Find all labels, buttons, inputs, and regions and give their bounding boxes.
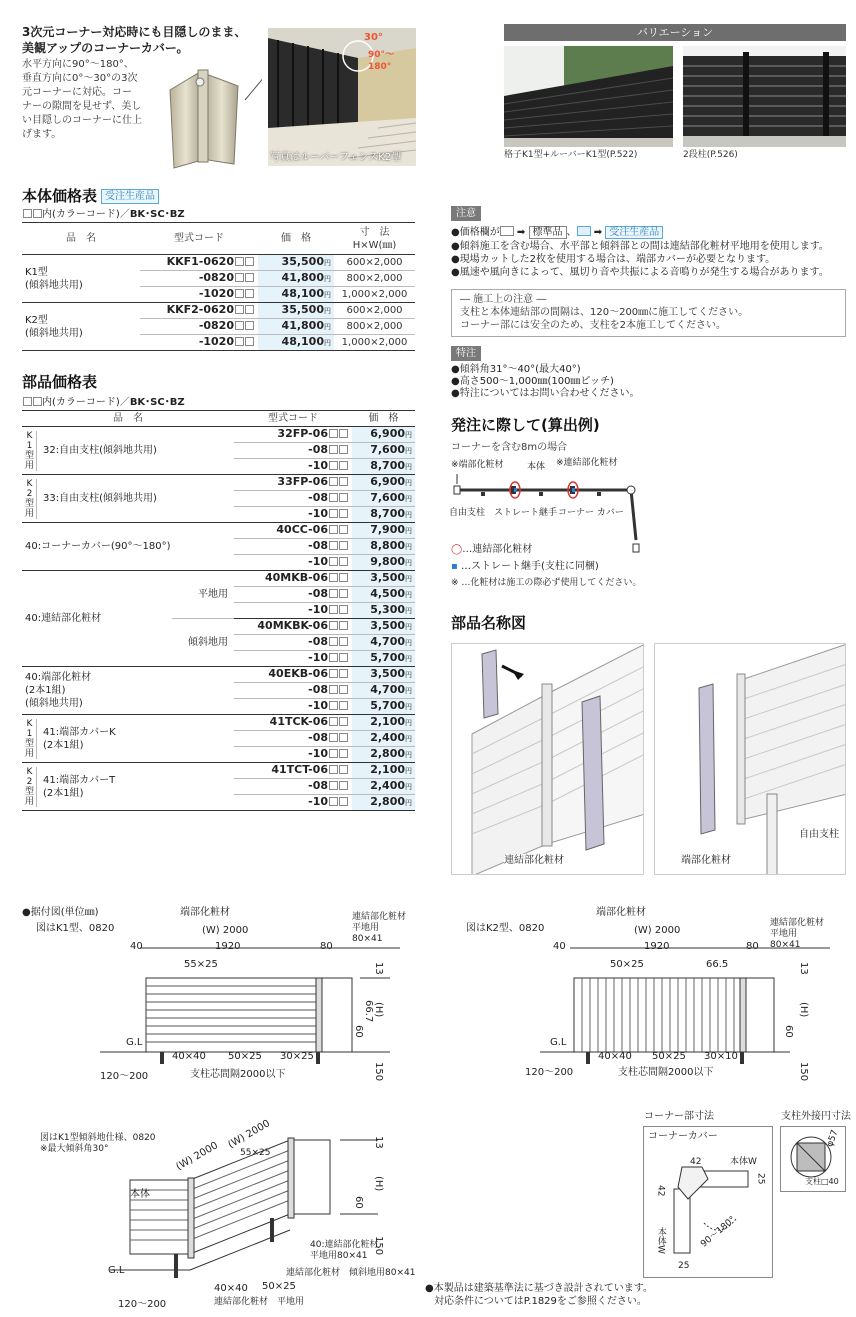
table-row (22, 763, 415, 779)
part-price: 2,800円 (352, 747, 415, 763)
intro-body-line: 水平方向に90°～180°、 (22, 59, 134, 70)
i3-joint-slope: 連結部化粧材 傾斜地用80×41 (286, 1268, 416, 1278)
corner-fence-photo (268, 28, 416, 166)
i3-w1: (W) 2000 (174, 1140, 220, 1173)
i2-h13: 13 (798, 962, 809, 975)
i1-hh: (H) (373, 1002, 384, 1018)
part-price: 2,800円 (352, 795, 415, 811)
i3-joint-flat2: 40:連結部化粧材 平地用80×41 (310, 1240, 379, 1261)
i1-end-trim: 端部化粧材 (180, 907, 230, 918)
product-size: 800×2,000 (334, 271, 415, 287)
i1-h60: 60 (353, 1025, 364, 1038)
part-sub-cell: 平地用 (172, 571, 234, 619)
part-code: -08 (234, 443, 352, 459)
caution-line: ●風速や風向きによって、風切り音や共振による音鳴りが発生する場合があります。 (451, 267, 829, 278)
part-code: -08 (234, 731, 352, 747)
install1-note: 図はK1型、0820 (36, 923, 115, 934)
intro-heading: 3次元コーナー対応時にも目隠しのまま、 美観アップのコーナーカバー。 (22, 25, 247, 55)
i1-joint-trim: 連結部化粧材 平地用 80×41 (352, 912, 407, 944)
part-type-label: K2型用 (25, 479, 37, 519)
install-title: ●据付図(単位㎜) (22, 907, 99, 918)
product-price: 35,500円 (258, 255, 334, 271)
part-code: -08 (234, 587, 352, 603)
corner-dims-box: コーナーカバー 42 本体W 25 42 本体W 90～180° 25 (643, 1126, 773, 1278)
label-joint-trim: 連結部化粧材 (504, 855, 564, 866)
i2-slat: 50×25 (610, 959, 644, 970)
product-size: 1,000×2,000 (334, 335, 415, 351)
part-code: 40EKB-06 (234, 667, 352, 683)
i2-pitch: 支柱芯間隔2000以下 (618, 1067, 714, 1078)
product-code: -0820 (140, 271, 258, 287)
parts-col-price: 価 格 (352, 411, 415, 427)
part-price: 4,500円 (352, 587, 415, 603)
i1-80: 80 (320, 941, 333, 952)
intro-body-line: い目隠しのコーナーに仕上 (22, 115, 142, 126)
part-price: 4,700円 (352, 635, 415, 651)
table-row (22, 667, 415, 683)
variation-caption-2: 2段柱(P.526) (683, 150, 738, 160)
i2-gap: 120～200 (525, 1067, 574, 1078)
i2-gl: G.L (550, 1037, 567, 1048)
i3-body: 本体 (130, 1189, 150, 1200)
intro-body-line: げます。 (22, 129, 62, 140)
part-price: 2,400円 (352, 779, 415, 795)
i3-joint-flat: 連結部化粧材 平地用 (214, 1297, 305, 1307)
part-price: 5,700円 (352, 651, 415, 667)
post-dims-box: φ57 支柱□40 (780, 1126, 846, 1192)
part-code: -08 (234, 491, 352, 507)
part-code: 41TCT-06 (234, 763, 352, 779)
i1-h667: 66.7 (363, 1000, 374, 1023)
part-price: 6,900円 (352, 427, 415, 443)
product-price: 41,800円 (258, 319, 334, 335)
order-label-straight: ストレート継手 (494, 508, 558, 518)
post-dims-title: 支柱外接円寸法 (781, 1111, 851, 1122)
part-price: 3,500円 (352, 667, 415, 683)
part-code: 41TCK-06 (234, 715, 352, 731)
table-row (22, 427, 415, 443)
i2-p3: 30×10 (704, 1051, 738, 1062)
i2-hh: (H) (798, 1002, 809, 1018)
label-end-trim: 端部化粧材 (681, 855, 731, 866)
part-type-label: K2型用 (25, 767, 37, 807)
i2-1920: 1920 (644, 941, 670, 952)
part-code: -10 (234, 651, 352, 667)
part-price: 7,600円 (352, 443, 415, 459)
product-code: -0820 (140, 319, 258, 335)
variation-photo-2post (683, 46, 846, 147)
col-code: 型式コード (140, 223, 258, 255)
order-legend: ◯…連結部化粧材 ▪ …ストレート継手(支柱に同梱) ※ …化粧材は施工の際必ず使用してください。 (451, 544, 642, 588)
part-code: 40CC-06 (234, 523, 352, 539)
part-price: 3,500円 (352, 619, 415, 635)
table-row (22, 715, 415, 731)
parts-diagram-joint (451, 643, 644, 875)
product-size: 800×2,000 (334, 319, 415, 335)
i1-h150: 150 (373, 1062, 384, 1082)
i2-w: (W) 2000 (634, 925, 681, 936)
i3-slat: 55×25 (240, 1148, 271, 1158)
i3-h13: 13 (373, 1136, 384, 1149)
part-code: -10 (234, 507, 352, 523)
caution-line: ●傾斜施工を含む場合、水平部と傾斜部との間は連結部化粧材平地用を使用します。 (451, 241, 829, 252)
part-code: -08 (234, 635, 352, 651)
part-code: -10 (234, 603, 352, 619)
i2-h60: 60 (783, 1025, 794, 1038)
table-row (22, 303, 415, 319)
order-label-joint: ※連結部化粧材 (556, 458, 618, 468)
i3-h60: 60 (353, 1196, 364, 1209)
i1-p2: 50×25 (228, 1051, 262, 1062)
part-code: 32FP-06 (234, 427, 352, 443)
i2-p2: 50×25 (652, 1051, 686, 1062)
table-row (22, 255, 415, 271)
part-code: -08 (234, 683, 352, 699)
product-price: 35,500円 (258, 303, 334, 319)
i1-gap: 120～200 (100, 1071, 149, 1082)
construction-note-box: ― 施工上の注意 ― 支柱と本体連結部の間隔は、120～200㎜に施工してください。 コーナー部には安全のため、支柱を2本施工してください。 (451, 289, 846, 337)
i3-h150: 150 (373, 1236, 384, 1256)
product-price: 48,100円 (258, 287, 334, 303)
part-price: 5,700円 (352, 699, 415, 715)
i3-hh: (H) (373, 1176, 384, 1192)
product-size: 600×2,000 (334, 303, 415, 319)
caution-lines (451, 240, 829, 279)
part-code: 33FP-06 (234, 475, 352, 491)
part-price: 7,600円 (352, 491, 415, 507)
intro-body-line: ナーの隙間を見せず、美し (22, 101, 142, 112)
i1-40: 40 (130, 941, 143, 952)
i2-pitch2: 66.5 (706, 959, 729, 970)
product-code: KKF2-0620 (140, 303, 258, 319)
intro-body (22, 58, 142, 142)
product-name-cell: K2型 (傾斜地共用) (22, 303, 140, 351)
part-code: -08 (234, 539, 352, 555)
install2-drawing (540, 930, 840, 1080)
part-price: 6,900円 (352, 475, 415, 491)
part-name-cell: 40:コーナーカバー(90°～180°) (22, 523, 234, 571)
part-price: 4,700円 (352, 683, 415, 699)
product-size: 600×2,000 (334, 255, 415, 271)
special-lines: ●傾斜角31°～40°(最大40°) ●高さ500～1,000㎜(100㎜ピッチ) ●特注についてはお問い合わせください。 (451, 364, 640, 399)
part-price: 2,100円 (352, 715, 415, 731)
product-price: 41,800円 (258, 271, 334, 287)
table-row (22, 571, 415, 587)
i2-80: 80 (746, 941, 759, 952)
part-price: 8,800円 (352, 539, 415, 555)
part-sub-cell: 傾斜地用 (172, 619, 234, 667)
product-code: KKF1-0620 (140, 255, 258, 271)
i1-p1: 40×40 (172, 1051, 206, 1062)
i3-gl: G.L (108, 1265, 125, 1276)
part-code: 40MKB-06 (234, 571, 352, 587)
parts-price-title: 部品価格表 (22, 373, 98, 391)
part-price: 8,700円 (352, 507, 415, 523)
i1-gl: G.L (126, 1037, 143, 1048)
i2-end-trim: 端部化粧材 (596, 907, 646, 918)
table-row (22, 475, 415, 491)
variation-caption-1: 格子K1型+ルーバーK1型(P.522) (504, 150, 638, 160)
i2-joint-trim: 連結部化粧材 平地用 80×41 (770, 918, 825, 950)
intro-body-line: 元コーナーに対応。コー (22, 87, 132, 98)
install2-note: 図はK2型、0820 (466, 923, 545, 934)
angle-30-label: 30° (364, 32, 383, 43)
parts-price-table (22, 410, 415, 811)
i2-p1: 40×40 (598, 1051, 632, 1062)
part-price: 5,300円 (352, 603, 415, 619)
photo-caption: 写真はルーバーフェンスK2型 (270, 152, 402, 163)
parts-col-name: 品 名 (22, 411, 234, 427)
corner-cover-illustration (150, 60, 262, 170)
part-name-cell: 40:端部化粧材 (2本1組) (傾斜地共用) (22, 667, 234, 715)
part-type-label: K1型用 (25, 719, 37, 759)
caution-tag: 注意 (451, 206, 481, 221)
order-subtitle: コーナーを含む8mの場合 (451, 442, 568, 453)
part-name-cell: K1型用 41:端部カバーK (2本1組) (22, 715, 234, 763)
part-name-cell: 40:連結部化粧材 (22, 571, 172, 667)
install3-note: 図はK1型傾斜地仕様、0820 ※最大傾斜角30° (40, 1133, 156, 1154)
part-code: -10 (234, 747, 352, 763)
product-name-cell: K1型 (傾斜地共用) (22, 255, 140, 303)
order-title: 発注に際して(算出例) (451, 416, 600, 434)
main-price-table (22, 222, 415, 351)
part-code: 40MKBK-06 (234, 619, 352, 635)
i3-w2: (W) 2000 (226, 1118, 272, 1151)
order-label-post: 自由支柱 (449, 508, 486, 518)
product-code: -1020 (140, 287, 258, 303)
i2-h150: 150 (798, 1062, 809, 1082)
order-label-end: ※端部化粧材 (451, 460, 504, 470)
parts-diagram-end (654, 643, 846, 875)
part-code: -10 (234, 555, 352, 571)
variation-title: バリエーション (504, 24, 846, 41)
part-code: -08 (234, 779, 352, 795)
i3-p2: 50×25 (262, 1281, 296, 1292)
main-price-title: 本体価格表 受注生産品 (22, 187, 159, 207)
order-label-corner: コーナー カバー (558, 508, 624, 518)
label-free-post: 自由支柱 (799, 829, 839, 840)
product-code: -1020 (140, 335, 258, 351)
part-name-cell: K2型用 41:端部カバーT (2本1組) (22, 763, 234, 811)
part-price: 2,400円 (352, 731, 415, 747)
parts-color-note: 内(カラーコード)／BK･SC･BZ (22, 396, 185, 409)
i1-w: (W) 2000 (202, 925, 249, 936)
special-tag: 特注 (451, 346, 481, 361)
caution-price-line: ●価格欄が ➡ 標準品 、 ➡ 受注生産品 (451, 226, 663, 239)
part-price: 9,800円 (352, 555, 415, 571)
i1-p3: 30×25 (280, 1051, 314, 1062)
col-name: 品 名 (22, 223, 140, 255)
part-price: 3,500円 (352, 571, 415, 587)
col-price: 価 格 (258, 223, 334, 255)
parts-col-code: 型式コード (234, 411, 352, 427)
corner-dims-title: コーナー部寸法 (644, 1111, 714, 1122)
angle-90-180-label: 90°～180° (368, 50, 395, 72)
i2-40: 40 (553, 941, 566, 952)
i1-pitch: 支柱芯間隔2000以下 (190, 1069, 286, 1080)
table-row (22, 523, 415, 539)
order-label-body: 本体 (527, 462, 546, 472)
i3-p1: 40×40 (214, 1283, 248, 1294)
part-type-label: K1型用 (25, 431, 37, 471)
part-name-cell: K2型用 33:自由支柱(傾斜地共用) (22, 475, 234, 523)
part-name-cell: K1型用 32:自由支柱(傾斜地共用) (22, 427, 234, 475)
i3-gap: 120～200 (118, 1299, 167, 1310)
variation-photo-k1 (504, 46, 673, 147)
product-price: 48,100円 (258, 335, 334, 351)
product-size: 1,000×2,000 (334, 287, 415, 303)
i1-slat: 55×25 (184, 959, 218, 970)
footer-note: ●本製品は建築基準法に基づき設計されています。 対応条件についてはP.1829をご参照ください。 (425, 1283, 653, 1307)
main-color-note: 内(カラーコード)／BK･SC･BZ (22, 208, 185, 221)
made-to-order-badge: 受注生産品 (101, 189, 159, 204)
parts-names-title: 部品名称図 (451, 614, 527, 632)
col-size: 寸 法 H×W(㎜) (334, 223, 415, 255)
caution-line: ●現場カットした2枚を使用する場合は、端部カバーが必要となります。 (451, 254, 776, 265)
part-code: -10 (234, 795, 352, 811)
part-price: 7,900円 (352, 523, 415, 539)
part-price: 2,100円 (352, 763, 415, 779)
i1-h13: 13 (373, 962, 384, 975)
part-code: -10 (234, 459, 352, 475)
i1-1920: 1920 (215, 941, 241, 952)
part-code: -10 (234, 699, 352, 715)
part-price: 8,700円 (352, 459, 415, 475)
intro-body-line: 垂直方向に0°～30°の3次 (22, 73, 138, 84)
